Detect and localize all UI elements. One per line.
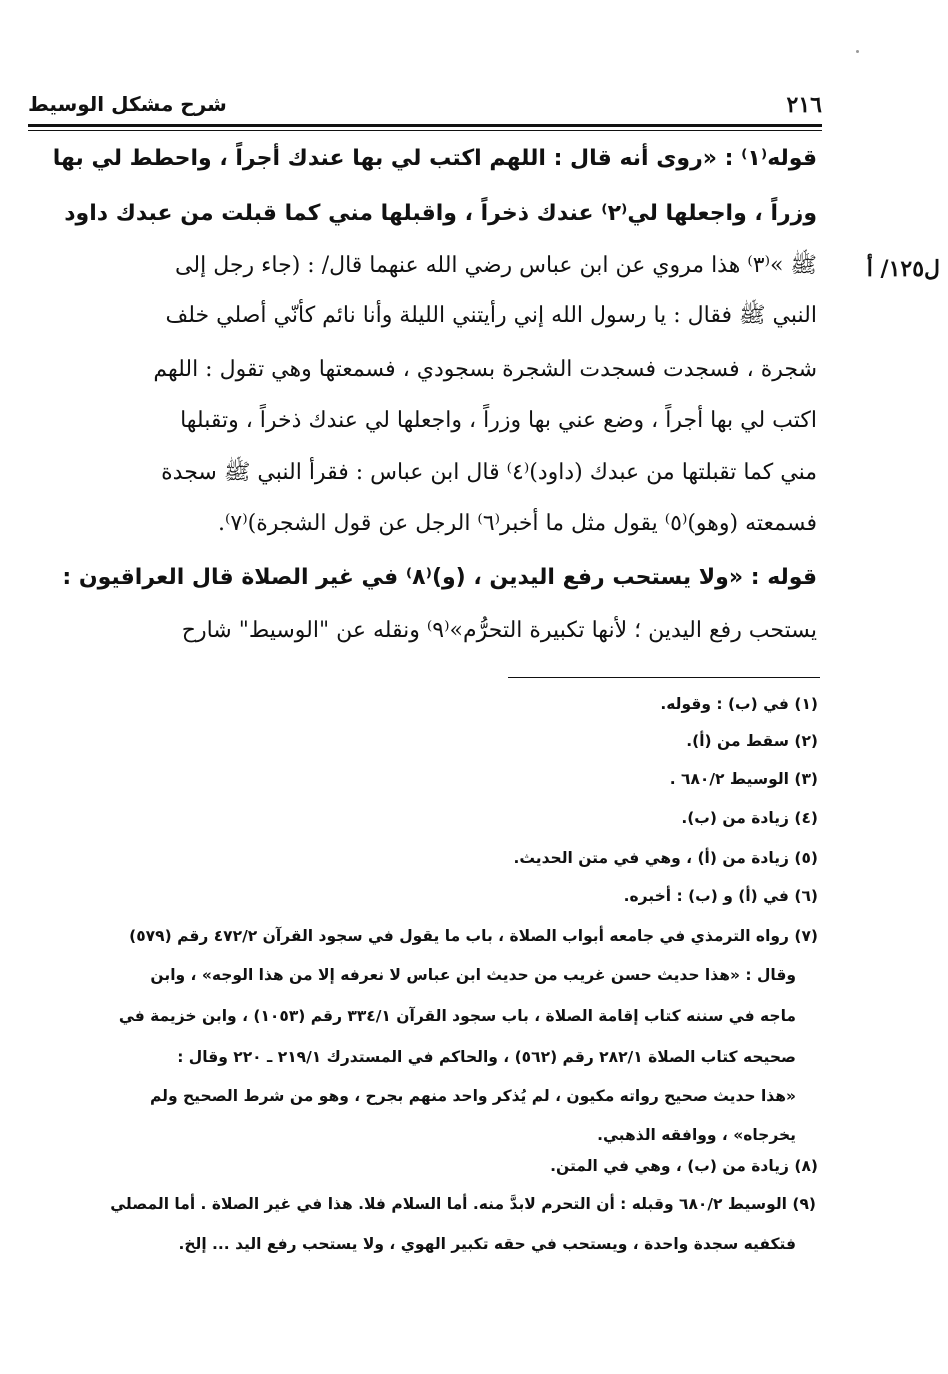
header-rule-thick: [28, 124, 822, 127]
body-line-10: يستحب رفع اليدين ؛ لأنها تكبيرة التحرُّم»⁽٩⁾ ونقله عن "الوسيط" شارح: [181, 618, 817, 643]
footnote-7-line-6: يخرجاه» ، ووافقه الذهبي.: [597, 1126, 796, 1144]
page-number: ٢١٦: [786, 92, 822, 118]
footnote-6: (٦) في (أ) و (ب) : أخبره.: [623, 887, 818, 905]
footnote-7-line-4: صحيحه كتاب الصلاة ٢٨٢/١ رقم (٥٦٢) ، والحاكم في المستدرك ٢١٩/١ ـ ٢٢٠ وقال :: [177, 1048, 796, 1066]
body-line-7: مني كما تقبلتها من عبدك (داود)⁽٤⁾ قال ابن عباس : فقرأ النبي ﷺ سجدة: [161, 460, 817, 485]
body-line-8: فسمعته (وهو)⁽٥⁾ يقول مثل ما أخبر⁽٦⁾ الرجل عن قول الشجرة)⁽٧⁾.: [217, 511, 817, 536]
body-line-3: ﷺ »⁽٣⁾ هذا مروي عن ابن عباس رضي الله عنهما قال/ : (جاء رجل إلى: [175, 253, 817, 278]
body-line-1: قوله⁽١⁾ : «روى أنه قال : اللهم اكتب لي بها عندك أجراً ، واحطط لي بها: [52, 146, 817, 171]
body-line-2: وزراً ، واجعلها لي⁽٢⁾ عندك ذخراً ، واقبلها مني كما قبلت من عبدك داود: [64, 201, 817, 226]
footnote-4: (٤) زيادة من (ب).: [681, 809, 818, 827]
footnote-3: (٣) الوسيط ٦٨٠/٢ .: [669, 770, 818, 788]
page-speck: [856, 50, 859, 53]
manuscript-folio-note: ل١٢٥/ أ: [866, 256, 940, 282]
footnote-7: (٧) رواه الترمذي في جامعه أبواب الصلاة ، باب ما يقول في سجود القرآن ٤٧٢/٢ رقم (٥٧٩): [129, 927, 818, 945]
footnote-7-line-3: ماجه في سننه كتاب إقامة الصلاة ، باب سجود القرآن ٣٣٤/١ رقم (١٠٥٣) ، وابن خزيمة في: [118, 1007, 796, 1025]
footnote-9: (٩) الوسيط ٦٨٠/٢ وقبله : أن التحرم لابدَّ منه. أما السلام فلا. هذا في غير الصلاة . أما المصلي: [110, 1195, 816, 1213]
footnote-2: (٢) سقط من (أ).: [686, 732, 818, 750]
footnote-1: (١) في (ب) : وقوله.: [660, 695, 818, 713]
footnote-7-line-5: «هذا حديث صحيح رواته مكيون ، لم يُذكر واحد منهم بجرح ، وهو من شرط الصحيح ولم: [149, 1087, 796, 1105]
header-rule-thin: [28, 130, 822, 131]
body-line-5: شجرة ، فسجدت فسجدت الشجرة بسجودي ، فسمعتها وهي تقول : اللهم: [153, 357, 817, 382]
footnote-8: (٨) زيادة من (ب) ، وهي في المتن.: [550, 1157, 818, 1175]
footnote-separator: [508, 677, 820, 678]
body-line-4: النبي ﷺ فقال : يا رسول الله إني رأيتني الليلة وأنا نائم كأنّي أصلي خلف: [165, 303, 817, 328]
footnote-9-line-2: فتكفيه سجدة واحدة ، ويستحب في حقه تكبير الهوي ، ولا يستحب رفع اليد ... إلخ.: [178, 1235, 796, 1253]
running-title: شرح مشكل الوسيط: [28, 92, 227, 116]
page-header: [28, 92, 822, 122]
footnote-7-line-2: وقال : «هذا حديث حسن غريب من حديث ابن عباس لا نعرفه إلا من هذا الوجه» ، وابن: [150, 966, 796, 984]
footnote-5: (٥) زيادة من (أ) ، وهي في متن الحديث.: [513, 849, 818, 867]
body-line-6: اكتب لي بها أجراً ، وضع عني بها وزراً ، واجعلها لي عندك ذخراً ، وتقبلها: [180, 408, 817, 433]
body-line-9: قوله : «ولا يستحب رفع اليدين ، (و)⁽٨⁾ في غير الصلاة قال العراقيون :: [62, 565, 817, 590]
